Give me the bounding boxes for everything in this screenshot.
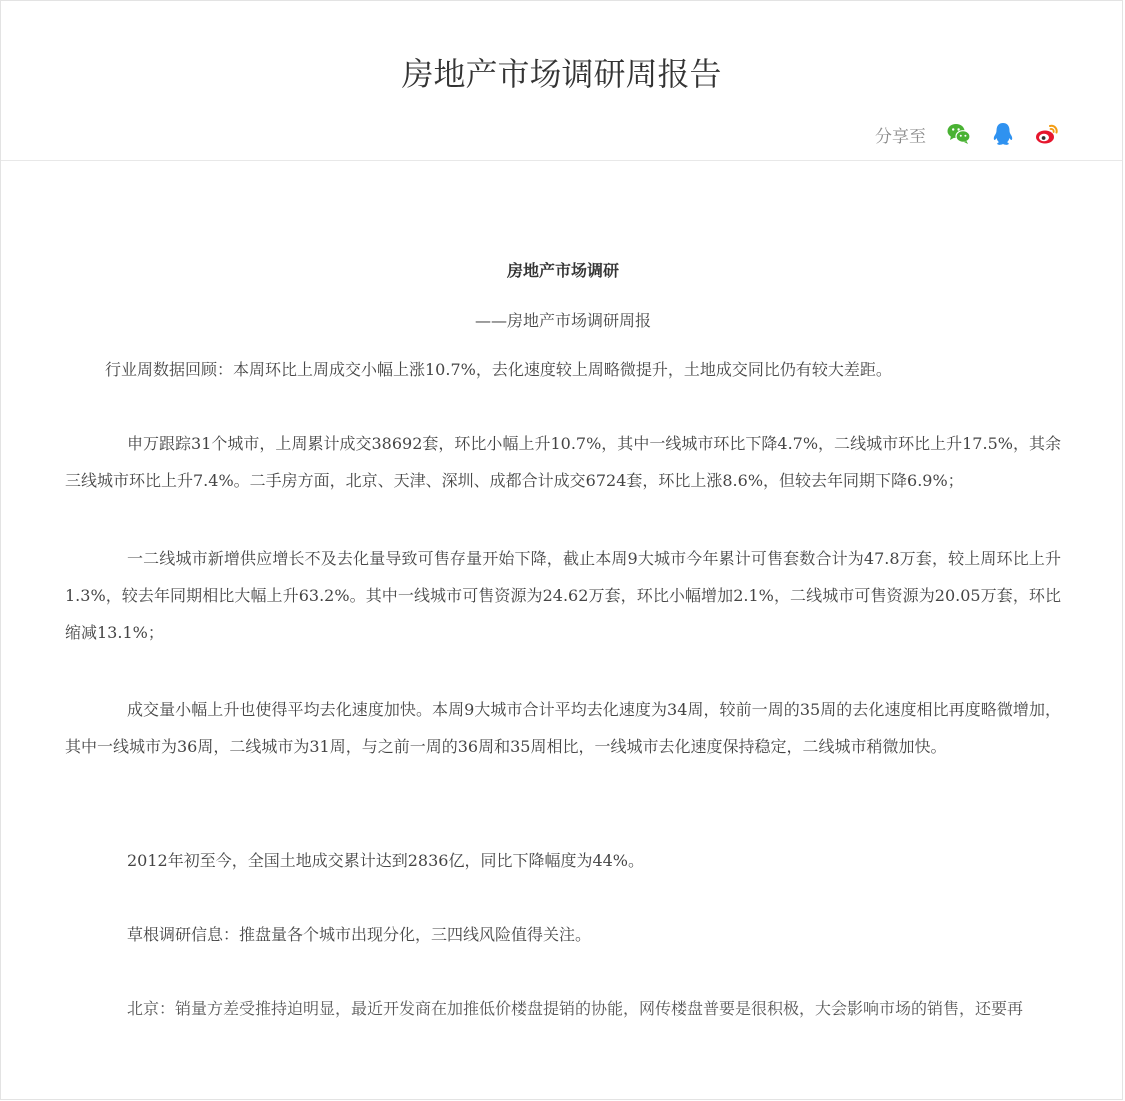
article-subheading: ——房地产市场调研周报	[474, 311, 651, 330]
paragraph: 成交量小幅上升也使得平均去化速度加快。本周9大城市合计平均去化速度为34周，较前一周的35周的去化速度相比再度略微增加，其中一线城市为36周，二线城市为31周，与之前一周的36周和35周相比，一线城市去化速度保持稳定，二线城市稍微加快。	[65, 700, 1061, 756]
share-label: 分享至	[875, 126, 926, 147]
paragraph: 草根调研信息：推盘量各个城市出现分化，三四线风险值得关注。	[127, 925, 592, 944]
article-header	[1, 1, 1122, 161]
page-title: 房地产市场调研周报告	[401, 55, 722, 93]
paragraph-intro: 行业周数据回顾：本周环比上周成交小幅上涨10.7%，去化速度较上周略微提升，土地成交同比仍有较大差距。	[105, 360, 892, 379]
article-heading: 房地产市场调研	[506, 261, 619, 280]
paragraph: 2012年初至今，全国土地成交累计达到2836亿，同比下降幅度为44%。	[127, 851, 645, 870]
paragraph: 申万跟踪31个城市，上周累计成交38692套，环比小幅上升10.7%，其中一线城市环比下降4.7%，二线城市环比上升17.5%，其余三线城市环比上升7.4%。二手房方面，北京、天津、深圳、成都合计成交6724套，环比上涨8.6%，但较去年同期下降6.9%；	[65, 434, 1061, 490]
qq-icon[interactable]	[990, 121, 1016, 147]
paragraph: 一二线城市新增供应增长不及去化量导致可售存量开始下降，截止本周9大城市今年累计可售套数合计为47.8万套，较上周环比上升1.3%，较去年同期相比大幅上升63.2%。其中一线城市可售资源为24.62万套，环比小幅增加2.1%，二线城市可售资源为20.05万套，环比缩减13.1%；	[65, 549, 1061, 642]
share-bar	[875, 121, 1060, 147]
article-body	[1, 161, 1122, 1101]
wechat-icon[interactable]	[946, 121, 972, 147]
weibo-icon[interactable]	[1034, 121, 1060, 147]
paragraph: 北京：销量方差受推持迫明显，最近开发商在加推低价楼盘提销的协能，网传楼盘普要是很积极，大会影响市场的销售，还要再	[127, 999, 1024, 1018]
